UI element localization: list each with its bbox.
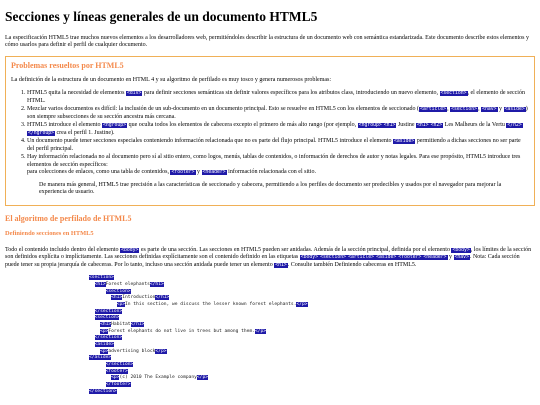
code-indent <box>89 309 95 314</box>
code-tag[interactable]: <section> <box>440 91 467 97</box>
code-tag: </p> <box>254 328 267 334</box>
code-tag: <footer> <box>105 368 128 374</box>
code-tag: <aside> <box>94 341 114 347</box>
text: y <box>497 106 504 113</box>
code-tag: <p> <box>100 348 109 354</box>
code-tag[interactable]: </h2> <box>507 123 522 129</box>
code-indent <box>89 295 111 300</box>
code-line <box>89 315 535 322</box>
code-line <box>89 342 535 349</box>
code-tag: </p> <box>196 375 208 381</box>
problems-list <box>11 90 529 197</box>
problems-box <box>5 56 535 206</box>
code-tag[interactable]: <hgroup> <box>358 123 382 129</box>
text: es parte de una sección. Las secciones en HTML5 pueden ser anidadas. Además de la sección principal, definida por el elemento <box>139 246 452 253</box>
code-tag[interactable]: <aside> <box>504 107 525 113</box>
code-tag: <section> <box>105 288 131 294</box>
code-line <box>89 282 535 289</box>
code-indent <box>89 302 117 307</box>
code-tag[interactable]: <body> <box>300 255 319 261</box>
outro-paragraph: De manera más general, HTML5 trae precisión a las características de seccionado y cabecera, permitiendo a los perfiles de documento ser predecibles y usados por el navegador para mejorar la experiencia de usuario. <box>39 181 502 196</box>
code-tag: </p> <box>155 348 167 354</box>
text: . Consulte también Definiendo cabeceras en HTML5. <box>287 261 417 268</box>
code-tag[interactable]: <section> <box>451 107 478 113</box>
code-tag[interactable]: <footer> <box>171 170 195 176</box>
code-tag: <h1> <box>94 282 106 287</box>
code-line <box>89 355 535 362</box>
text: información relacionada con el sitio. <box>226 169 316 176</box>
code-indent <box>89 335 95 340</box>
text: para colecciones de enlaces, como una tabla de contenidos, <box>27 169 171 176</box>
code-indent <box>89 329 100 334</box>
list-item <box>27 106 529 121</box>
code-line <box>89 382 535 389</box>
text: Un documento puede tener secciones especiales conteniendo información relacionada que no es parte del flujo principal. HTML5 introduce el elemento <box>27 138 394 145</box>
code-tag: </h1> <box>155 295 170 301</box>
code-tag[interactable]: <div> <box>126 91 142 97</box>
code-text: Introduction <box>122 295 156 301</box>
code-tag: </p> <box>296 301 308 307</box>
code-indent <box>89 315 95 320</box>
sections-subheading: Definiendo secciones en HTML5 <box>5 229 94 237</box>
code-tag[interactable]: <footer> <box>398 255 422 261</box>
problems-heading: Problemas resueltos por HTML5 <box>11 60 124 70</box>
code-tag: <section> <box>94 315 120 321</box>
code-tag: <p> <box>116 301 125 307</box>
text: crea el perfil 1. Justine). <box>55 129 115 136</box>
text: HTML5 introduce el elemento <box>27 122 102 129</box>
code-text: Forest elephants do not live in trees but among them. <box>108 328 255 334</box>
algorithm-paragraph <box>5 247 535 270</box>
code-tag[interactable]: <hgroup> <box>102 123 127 129</box>
code-line <box>89 375 535 382</box>
code-tag: </section> <box>94 308 123 314</box>
text: Les Malheurs de la Vertu <box>444 122 505 129</box>
list-item <box>27 138 529 153</box>
code-tag[interactable]: <article> <box>420 107 447 113</box>
code-tag[interactable]: <aside> <box>376 255 397 261</box>
code-tag: <p> <box>100 328 109 334</box>
code-line <box>89 302 535 309</box>
code-text: In this section, we discuss the lesser known forest elephants. <box>124 301 297 307</box>
text: , el elemento de sección HTML. <box>27 90 525 104</box>
code-tag: <p> <box>111 375 120 381</box>
code-tag[interactable]: <header> <box>202 170 226 176</box>
code-tag[interactable]: <header> <box>423 255 447 261</box>
problems-lead: La definición de la estructura de un documento en HTML 4 y su algoritmo de perfilado es muy tosco y genera numerosos problemas: <box>11 76 332 83</box>
code-line <box>89 322 535 329</box>
code-line <box>89 335 535 342</box>
text: , <box>447 106 451 113</box>
code-tag: <section> <box>89 275 114 281</box>
code-indent <box>89 322 100 327</box>
text: y <box>447 254 454 261</box>
code-indent <box>89 369 106 374</box>
page-title: Secciones y líneas generales de un documento HTML5 <box>5 9 318 24</box>
code-line <box>89 295 535 302</box>
code-text: (c) 2010 The Example company <box>119 375 197 381</box>
code-tag[interactable]: <nav> <box>482 107 497 113</box>
code-line <box>89 362 535 369</box>
code-line <box>89 349 535 356</box>
list-item <box>27 90 529 105</box>
code-tag[interactable]: </hgroup> <box>28 130 54 136</box>
code-tag[interactable]: <nav> <box>454 255 469 261</box>
code-tag: </footer> <box>105 381 131 387</box>
code-tag: </h1> <box>130 321 145 327</box>
intro-paragraph: La especificación HTML5 trae muchos nuevos elementos a los desarrolladores web, permitiéndoles describir la estructura de un documento web con semántica estandarizada. Este documento describe estos elementos y cómo usarlos para definir el perfil de cualquier documento. <box>5 34 529 49</box>
text: para definir secciones semánticas sin definir valores específicos para los atributos class, introduciendo un nuevo elemento, <box>142 90 440 97</box>
text: . Nota: Cada sección puede tener su propia jerarquía de cabeceras. Por lo tanto, incluso una sección anidada puede tener un elemento <box>5 254 520 268</box>
code-text: Habitat <box>111 321 131 327</box>
code-line <box>89 309 535 316</box>
text: , los límites de la sección son definidos explícita o implícitamente. Las secciones definidas explícitamente son el contenido definido en las etiquetas <box>5 246 532 261</box>
code-tag[interactable]: <h1> <box>417 123 429 129</box>
text: permitiendo a dichas secciones no ser parte del perfil principal. <box>27 138 521 152</box>
code-indent <box>89 382 106 387</box>
code-indent <box>89 282 95 287</box>
list-item <box>27 122 529 137</box>
code-indent <box>89 362 106 367</box>
text: Todo el contenido incluido dentro del elemento <box>5 246 121 253</box>
code-indent <box>89 289 106 294</box>
list-item <box>27 154 529 197</box>
text: que oculta todos los elementos de cabecera excepto el primero de más alto rango (por ejemplo, <box>127 122 358 129</box>
code-indent <box>89 342 95 347</box>
text: HTML5 quita la necesidad de elementos <box>27 90 126 97</box>
code-tag[interactable]: <article> <box>348 255 375 261</box>
code-tag[interactable]: <aside> <box>394 139 415 145</box>
algorithm-heading: El algoritmo de perfilado de HTML5 <box>5 213 132 223</box>
code-tag: <h1> <box>111 295 123 301</box>
text: Mezclar varios documentos es difícil: la inclusión de un sub-documento en un documento principal. Esto se resuelve en HTML5 con los elementos de seccionado ( <box>27 106 420 113</box>
code-tag[interactable]: <h2> <box>430 123 443 129</box>
text: , <box>478 106 482 113</box>
code-tag[interactable]: <body> <box>121 247 139 253</box>
code-tag: </h1> <box>149 282 164 287</box>
text: Justine <box>397 122 415 129</box>
code-text: Forest elephants <box>105 282 150 287</box>
code-indent <box>89 349 100 354</box>
code-line <box>89 329 535 336</box>
code-indent <box>89 375 111 380</box>
code-tag: <h1> <box>100 321 112 327</box>
code-line <box>89 275 535 282</box>
code-tag[interactable]: <body> <box>452 247 470 253</box>
code-tag: </section> <box>89 388 117 394</box>
code-example <box>89 275 535 395</box>
code-tag[interactable]: <section> <box>320 255 347 261</box>
code-text: advertising block <box>108 348 156 354</box>
text: y <box>195 169 202 176</box>
code-tag: </section> <box>105 361 134 367</box>
code-tag: </section> <box>94 335 123 341</box>
code-tag[interactable]: <h1> <box>383 123 396 129</box>
text: ) son siempre subsecciones de su sección ancestra más cercana. <box>27 106 528 120</box>
code-tag[interactable]: <h1> <box>275 262 287 268</box>
code-tag: </aside> <box>89 355 112 361</box>
text: Hay información relacionada no al documento pero sí al sitio entero, como logos, menús, tablas de contenidos, o información de derechos de autor y notas legales. Para ese propósito, HTML5 introduce tres elementos de sección específicos: <box>27 154 521 168</box>
code-line <box>89 389 535 396</box>
